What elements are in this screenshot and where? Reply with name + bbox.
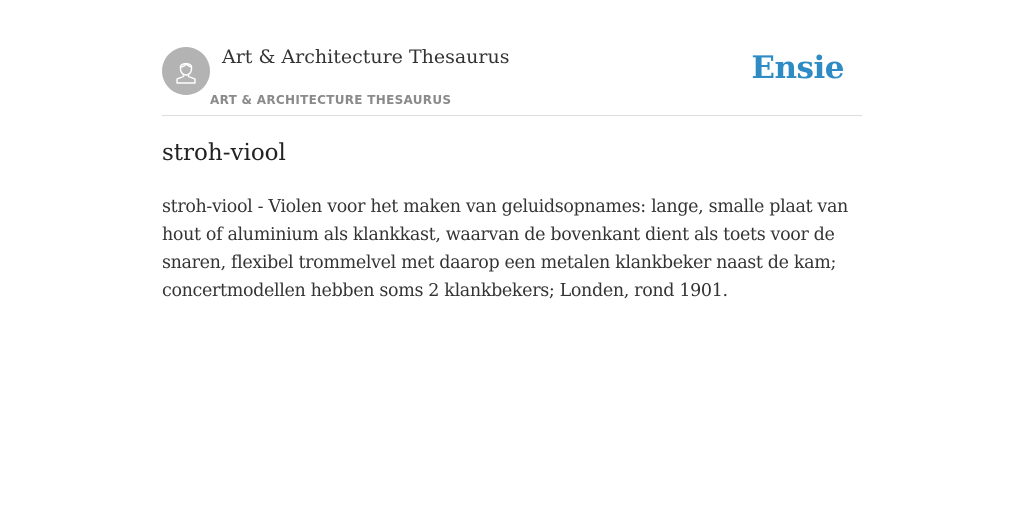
avatar[interactable] [162, 47, 210, 95]
page-container [162, 0, 862, 301]
header [162, 0, 862, 116]
source-title[interactable]: Art & Architecture Thesaurus [222, 46, 510, 68]
user-icon [171, 56, 201, 86]
entry-title: stroh-viool [162, 140, 286, 166]
entry-body: stroh-viool - Violen voor het maken van geluidsopnames: lange, smalle plaat van hout of aluminium als klankkast, waarvan de bovenkant dient als toets voor de snaren, flexibel trommelvel met daarop een metalen klankbeker naast de kam; concertmodellen hebben soms 2 klankbekers; Londen, rond 1901. [162, 197, 848, 301]
ensie-logo[interactable]: Ensie [751, 50, 844, 86]
source-subtitle[interactable]: ART & ARCHITECTURE THESAURUS [210, 93, 452, 107]
